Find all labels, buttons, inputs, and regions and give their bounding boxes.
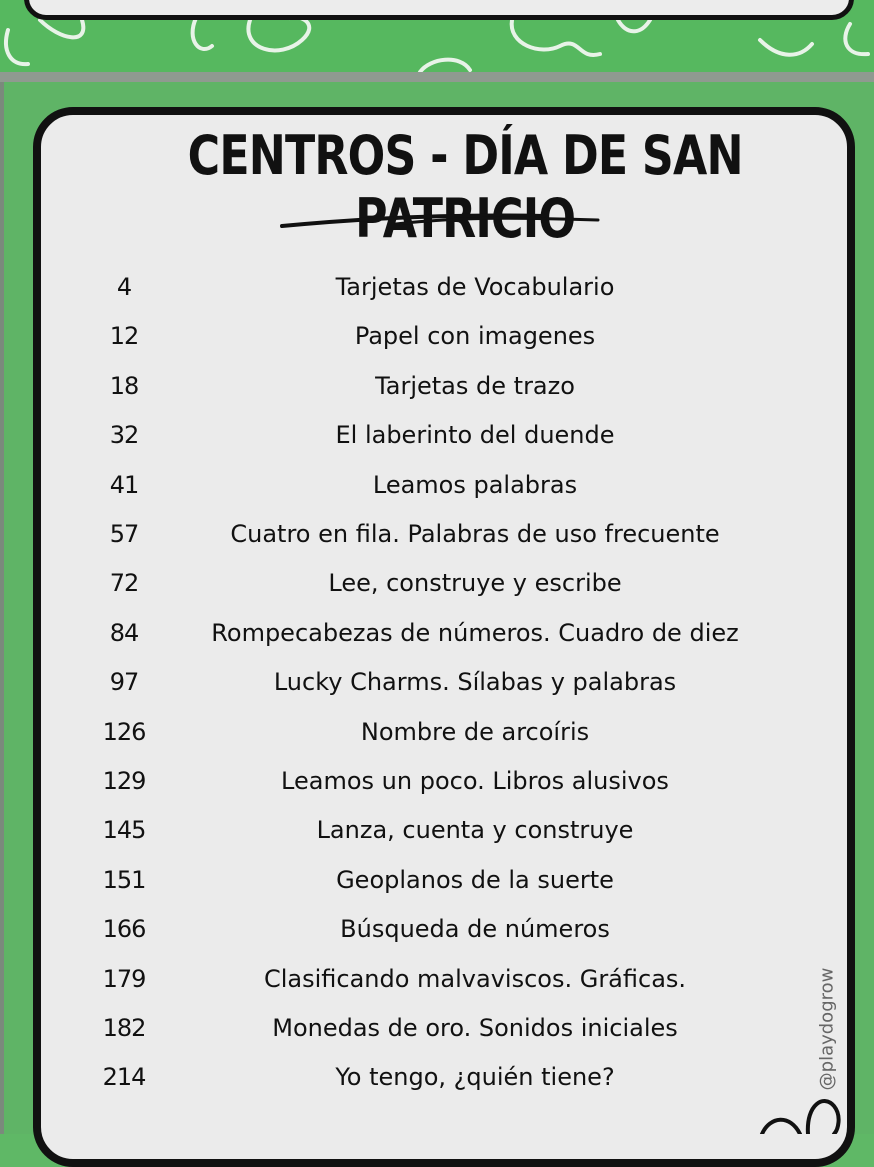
toc-page-number: 41 [109, 471, 139, 499]
toc-row [0, 710, 874, 759]
previous-card-edge [24, 0, 854, 20]
toc-entry-label: Yo tengo, ¿quién tiene? [335, 1063, 615, 1091]
toc-page-number: 4 [116, 273, 132, 301]
toc-entry-label: Búsqueda de números [340, 915, 610, 943]
page-title: CENTROS - DÍA DE SAN PATRICIO [187, 124, 743, 250]
toc-entry-label: Cuatro en fila. Palabras de uso frecuente [230, 520, 720, 548]
toc-entry-label: Tarjetas de trazo [375, 372, 575, 400]
toc-row [0, 957, 874, 1006]
toc-page-number: 57 [109, 520, 139, 548]
toc-page-number: 129 [102, 767, 146, 795]
toc-page-number: 32 [109, 421, 139, 449]
top-page-band [0, 0, 874, 72]
toc-row [0, 265, 874, 314]
toc-row [0, 1055, 874, 1104]
toc-entry-label: Rompecabezas de números. Cuadro de diez [211, 619, 739, 647]
toc-row [0, 1006, 874, 1055]
toc-page-number: 182 [102, 1014, 146, 1042]
title-underline-stroke [276, 206, 606, 236]
toc-row [0, 364, 874, 413]
toc-page-number: 12 [109, 322, 139, 350]
toc-page-number: 72 [109, 569, 139, 597]
toc-row [0, 413, 874, 462]
toc-entry-label: Lucky Charms. Sílabas y palabras [273, 668, 677, 696]
toc-entry-label: Lee, construye y escribe [328, 569, 622, 597]
toc-row [0, 808, 874, 857]
toc-entry-label: Geoplanos de la suerte [336, 866, 614, 894]
toc-entry-label: Leamos palabras [372, 471, 578, 499]
toc-row [0, 561, 874, 610]
author-handle-text: @playdogrow [816, 967, 838, 1091]
toc-row [0, 314, 874, 363]
toc-entry-label: El laberinto del duende [335, 421, 615, 449]
toc-page-number: 166 [102, 915, 146, 943]
toc-entry-label: Tarjetas de Vocabulario [335, 273, 615, 301]
toc-entry-label: Monedas de oro. Sonidos iniciales [272, 1014, 678, 1042]
toc-entry-label: Papel con imagenes [354, 322, 596, 350]
toc-entry-label: Clasificando malvaviscos. Gráficas. [263, 965, 687, 993]
author-handle [812, 967, 842, 1092]
toc-entry-label: Leamos un poco. Libros alusivos [281, 767, 669, 795]
page-gap [0, 72, 874, 82]
toc-page-number: 179 [102, 965, 146, 993]
toc-row [0, 858, 874, 907]
toc-row [0, 512, 874, 561]
toc-page-number: 97 [109, 668, 139, 696]
toc-row [0, 660, 874, 709]
toc-page-number: 126 [102, 718, 146, 746]
toc-entry-label: Lanza, cuenta y construye [316, 816, 634, 844]
toc-page-number: 145 [102, 816, 146, 844]
toc-row [0, 611, 874, 660]
toc-page-number: 151 [102, 866, 146, 894]
toc-page-number: 84 [109, 619, 139, 647]
toc-row [0, 759, 874, 808]
toc-row [0, 907, 874, 956]
toc-entry-label: Nombre de arcoíris [360, 718, 590, 746]
toc-row [0, 463, 874, 512]
toc-page-number: 214 [102, 1063, 146, 1091]
toc-page-number: 18 [109, 372, 139, 400]
